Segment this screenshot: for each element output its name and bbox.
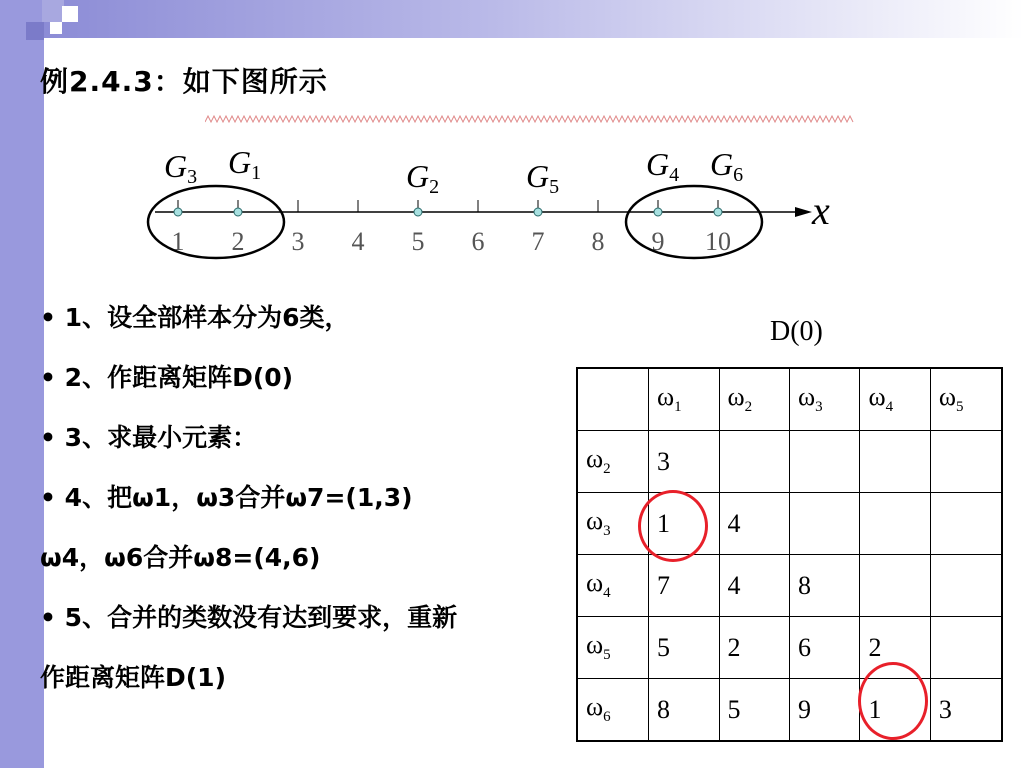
matrix-row [577, 679, 1002, 742]
matrix-row-header: $\omega_6$ [577, 679, 649, 742]
sample-point [234, 208, 242, 216]
cluster-circle-left [148, 186, 284, 258]
step-item: • 1、设全部样本分为6类， [40, 303, 350, 332]
decor-square [62, 6, 78, 22]
axis-tick-label: 9 [651, 227, 665, 256]
matrix-cell: 8 [649, 679, 719, 742]
matrix-row [577, 617, 1002, 679]
matrix-cell [930, 617, 1002, 679]
cluster-circle-right [626, 186, 762, 258]
min-element-circle [638, 490, 708, 562]
matrix-row-header: $\omega_4$ [577, 555, 649, 617]
sample-point [414, 208, 422, 216]
matrix-cell: 2 [860, 617, 930, 679]
sample-label: G3 [164, 148, 198, 188]
number-line-figure [140, 130, 860, 270]
axis-tick-label: 4 [351, 227, 365, 256]
matrix-column-header: $\omega_3$ [789, 368, 859, 431]
sample-point [174, 208, 182, 216]
matrix-row-header: $\omega_3$ [577, 493, 649, 555]
matrix-cell [789, 493, 859, 555]
step-item: • 3、求最小元素： [40, 423, 258, 452]
sample-label: G2 [406, 158, 440, 198]
matrix-label: D(0) [770, 316, 823, 347]
distance-matrix-table [576, 367, 1003, 742]
matrix-cell: 6 [789, 617, 859, 679]
matrix-cell: 5 [719, 679, 789, 742]
matrix-cell [789, 431, 859, 493]
matrix-cell [930, 493, 1002, 555]
matrix-cell: 1 [649, 493, 719, 555]
matrix-cell [930, 431, 1002, 493]
sample-point [714, 208, 722, 216]
axis-arrow-icon [795, 207, 812, 217]
matrix-header-row [577, 368, 1002, 431]
matrix-cell: 1 [860, 679, 930, 742]
decor-square [50, 22, 62, 34]
matrix-cell [860, 431, 930, 493]
matrix-cell: 3 [930, 679, 1002, 742]
step-item: ω4，ω6合并ω8=(4,6) [40, 543, 321, 572]
slide-title: 例2.4.3：如下图所示 [40, 65, 328, 98]
matrix-cell [930, 555, 1002, 617]
axis-tick-label: 3 [291, 227, 305, 256]
axis-tick-label: 2 [231, 227, 245, 256]
matrix-row-header: $\omega_5$ [577, 617, 649, 679]
top-decor-stripe [44, 0, 1024, 38]
step-item: 作距离矩阵D(1) [40, 663, 226, 692]
matrix-column-header: $\omega_4$ [860, 368, 930, 431]
decor-square [42, 0, 64, 22]
matrix-cell: 4 [719, 493, 789, 555]
decorative-divider [205, 114, 855, 124]
step-item: • 2、作距离矩阵D(0) [40, 363, 294, 392]
matrix-cell: 7 [649, 555, 719, 617]
left-decor-bar [0, 0, 44, 768]
matrix-cell: 5 [649, 617, 719, 679]
axis-tick-label: 1 [171, 227, 185, 256]
axis-tick-label: 5 [411, 227, 425, 256]
matrix-row [577, 431, 1002, 493]
sample-point [654, 208, 662, 216]
matrix-row-header: $\omega_2$ [577, 431, 649, 493]
sample-point [534, 208, 542, 216]
matrix-column-header: $\omega_1$ [649, 368, 719, 431]
matrix-cell [860, 555, 930, 617]
matrix-cell: 4 [719, 555, 789, 617]
matrix-column-header: $\omega_2$ [719, 368, 789, 431]
matrix-cell [860, 493, 930, 555]
axis-tick-label: 8 [591, 227, 605, 256]
step-item: • 5、合并的类数没有达到要求，重新 [40, 603, 458, 632]
matrix-cell [719, 431, 789, 493]
sample-label: G1 [228, 144, 262, 184]
min-element-circle [858, 662, 928, 740]
axis-variable-label: x [812, 188, 830, 233]
sample-label: G5 [526, 158, 560, 198]
step-item: • 4、把ω1，ω3合并ω7=(1,3) [40, 483, 413, 512]
sample-label: G4 [646, 146, 680, 186]
matrix-corner-cell [577, 368, 649, 431]
matrix-cell: 2 [719, 617, 789, 679]
axis-tick-label: 7 [531, 227, 545, 256]
matrix-cell: 9 [789, 679, 859, 742]
matrix-cell: 3 [649, 431, 719, 493]
decor-square [26, 22, 44, 40]
matrix-column-header: $\omega_5$ [930, 368, 1002, 431]
sample-label: G6 [710, 146, 744, 186]
axis-tick-label: 10 [705, 227, 731, 256]
matrix-row [577, 555, 1002, 617]
axis-tick-label: 6 [471, 227, 485, 256]
matrix-cell: 8 [789, 555, 859, 617]
